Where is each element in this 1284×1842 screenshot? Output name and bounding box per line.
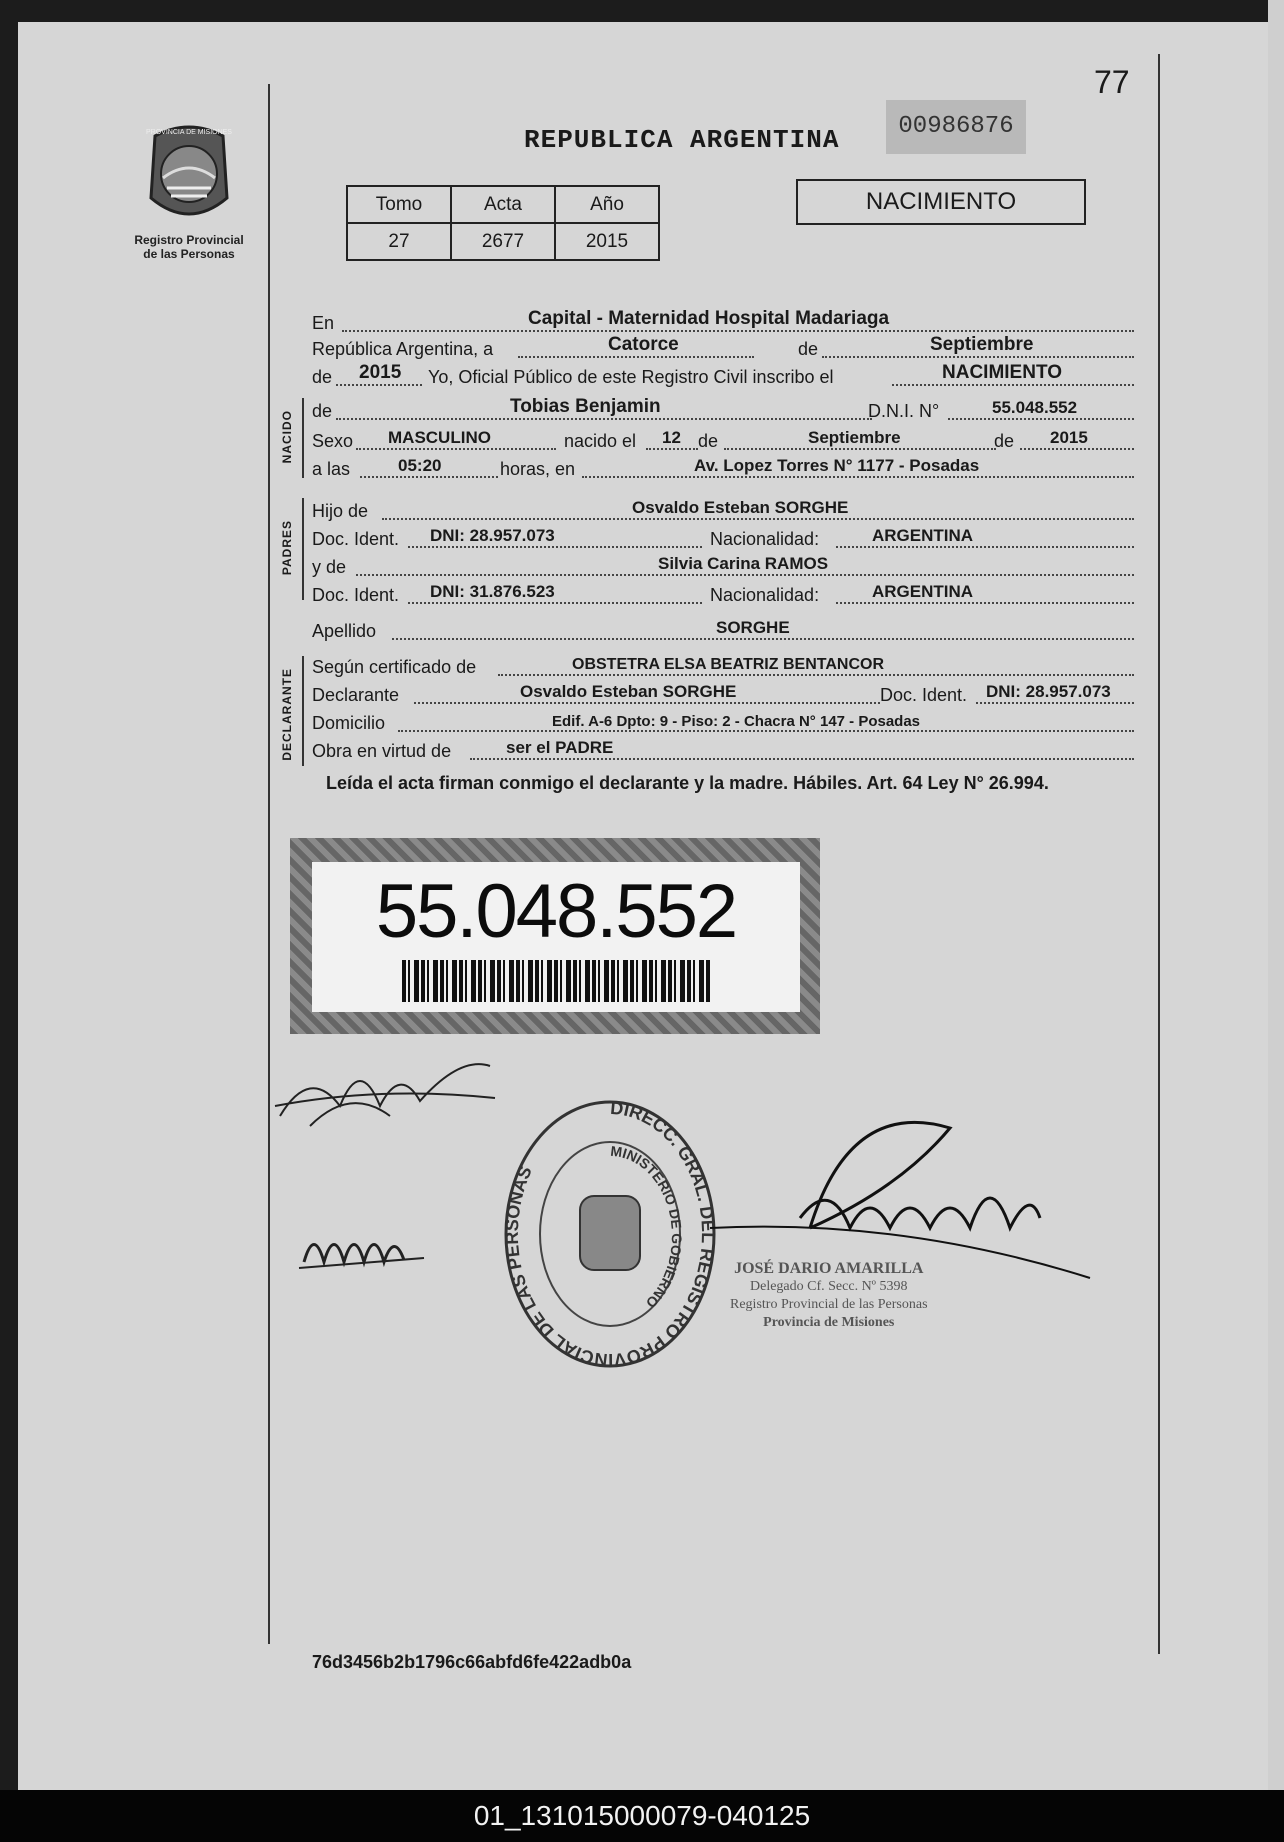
label-obra: Obra en virtud de — [312, 741, 452, 761]
value-birth-day: 12 — [662, 428, 681, 447]
label-de: de — [798, 339, 819, 359]
province-logo — [124, 118, 254, 261]
official-province: Provincia de Misiones — [763, 1315, 895, 1330]
padres-bracket — [302, 498, 304, 600]
official-org: Registro Provincial de las Personas — [730, 1297, 928, 1312]
label-declarante-doc: Doc. Ident. — [880, 685, 968, 705]
document-title: REPUBLICA ARGENTINA — [524, 125, 840, 155]
label-segun: Según certificado de — [312, 657, 477, 677]
value-day: Catorce — [608, 334, 679, 355]
value-child-name: Tobias Benjamin — [510, 396, 661, 417]
value-dni: 55.048.552 — [992, 398, 1078, 417]
row-time — [312, 452, 1134, 484]
value-domicilio: Edif. A-6 Dpto: 9 - Piso: 2 - Chacra N° 147 - Posadas — [552, 713, 921, 730]
value-obra: ser el PADRE — [506, 738, 614, 757]
label-father-nationality: Nacionalidad: — [710, 529, 820, 549]
declarante-bracket — [302, 656, 304, 766]
label-sexo: Sexo — [312, 431, 354, 451]
seal-ring-text: DIRECC. GRAL. DEL REGISTRO PROVINCIAL DE LAS PERSONAS — [501, 1097, 719, 1371]
page-number: 77 — [1094, 64, 1130, 100]
table-header-acta: Acta — [451, 186, 555, 223]
table-value-ano: 2015 — [555, 223, 659, 260]
value-birth-year: 2015 — [1050, 428, 1088, 447]
value-month: Septiembre — [930, 334, 1034, 355]
label-dni: D.N.I. N° — [868, 401, 940, 421]
misiones-seal-icon — [141, 118, 237, 228]
side-label-nacido: NACIDO — [280, 410, 294, 464]
label-birth-de: de — [698, 431, 719, 451]
table-value-acta: 2677 — [451, 223, 555, 260]
logo-line-2: de las Personas — [143, 247, 235, 261]
label-domicilio: Domicilio — [312, 713, 386, 733]
label-birth-de-2: de — [994, 431, 1015, 451]
value-father-nationality: ARGENTINA — [872, 526, 974, 545]
label-mother-doc: Doc. Ident. — [312, 585, 400, 605]
value-inscribo: NACIMIENTO — [942, 362, 1062, 383]
label-hijo-de: Hijo de — [312, 501, 369, 521]
document-hash: 76d3456b2b1796c66abfd6fe422adb0a — [312, 1652, 632, 1672]
record-type-box: NACIMIENTO — [796, 179, 1086, 225]
label-name-de: de — [312, 401, 333, 421]
row-name — [312, 394, 1134, 426]
label-declarante: Declarante — [312, 685, 400, 705]
official-stamp-text — [730, 1260, 928, 1332]
value-father-dni: DNI: 28.957.073 — [430, 526, 555, 545]
value-declarante: Osvaldo Esteban SORGHE — [520, 682, 737, 701]
dni-label-inner — [312, 862, 800, 1012]
label-nacido-el: nacido el — [564, 431, 637, 451]
label-en: En — [312, 313, 335, 333]
dni-label-sticker — [290, 838, 820, 1034]
value-declarante-dni: DNI: 28.957.073 — [986, 682, 1111, 701]
label-father-doc: Doc. Ident. — [312, 529, 400, 549]
official-seal-icon — [500, 1096, 720, 1372]
label-mother-nationality: Nacionalidad: — [710, 585, 820, 605]
serial-number: 00986876 — [886, 100, 1026, 154]
dni-label-number: 55.048.552 — [375, 869, 737, 954]
value-place-of-birth: Capital - Maternidad Hospital Madariaga — [528, 308, 890, 329]
seal-inner-text: MINISTERIO DE GOBIERNO — [609, 1142, 686, 1312]
value-mother-nationality: ARGENTINA — [872, 582, 974, 601]
value-certificado: OBSTETRA ELSA BEATRIZ BENTANCOR — [572, 656, 884, 673]
table-value-tomo: 27 — [347, 223, 451, 260]
label-republica: República Argentina, a — [312, 339, 494, 359]
record-table — [346, 185, 660, 261]
side-label-padres: PADRES — [280, 520, 294, 576]
label-year-de: de — [312, 367, 333, 387]
row-apellido — [312, 614, 1134, 646]
value-mother-dni: DNI: 31.876.523 — [430, 582, 555, 601]
row-year — [312, 360, 1134, 392]
label-horas-en: horas, en — [500, 459, 576, 479]
table-header-tomo: Tomo — [347, 186, 451, 223]
value-birth-address: Av. Lopez Torres N° 1177 - Posadas — [694, 456, 980, 475]
label-a-las: a las — [312, 459, 351, 479]
row-mother-doc — [312, 578, 1134, 610]
right-margin-line — [1158, 54, 1160, 1654]
value-apellido: SORGHE — [716, 618, 790, 637]
value-year: 2015 — [359, 362, 402, 383]
barcode-icon — [402, 960, 712, 1002]
legal-statement: Leída el acta firman conmigo el declarante y la madre. Hábiles. Art. 64 Ley N° 26.994. — [326, 773, 1049, 793]
value-birth-month: Septiembre — [808, 428, 901, 447]
oficial-text: Yo, Oficial Público de este Registro Civil inscribo el — [428, 367, 834, 387]
table-header-row — [347, 186, 659, 223]
side-label-declarante: DECLARANTE — [280, 668, 294, 761]
table-row — [347, 223, 659, 260]
logo-line-1: Registro Provincial — [134, 233, 244, 247]
row-obra — [312, 734, 1134, 766]
declarant-signature-icon — [270, 1046, 500, 1136]
footer-id: 01_131015000079-040125 — [0, 1790, 1284, 1842]
value-mother-name: Silvia Carina RAMOS — [658, 554, 829, 573]
table-header-ano: Año — [555, 186, 659, 223]
official-title: Delegado Cf. Secc. Nº 5398 — [750, 1279, 908, 1294]
page-edge — [1268, 0, 1284, 1790]
left-margin-line — [268, 84, 270, 1644]
official-name: JOSÉ DARIO AMARILLA — [734, 1260, 924, 1277]
value-father-name: Osvaldo Esteban SORGHE — [632, 498, 849, 517]
value-sexo: MASCULINO — [388, 428, 491, 447]
value-time: 05:20 — [398, 456, 442, 475]
label-apellido: Apellido — [312, 621, 377, 641]
nacido-bracket — [302, 398, 304, 478]
mother-signature-icon — [294, 1222, 434, 1292]
label-y-de: y de — [312, 557, 347, 577]
logo-seal-text: PROVINCIA DE MISIONES — [146, 129, 232, 136]
